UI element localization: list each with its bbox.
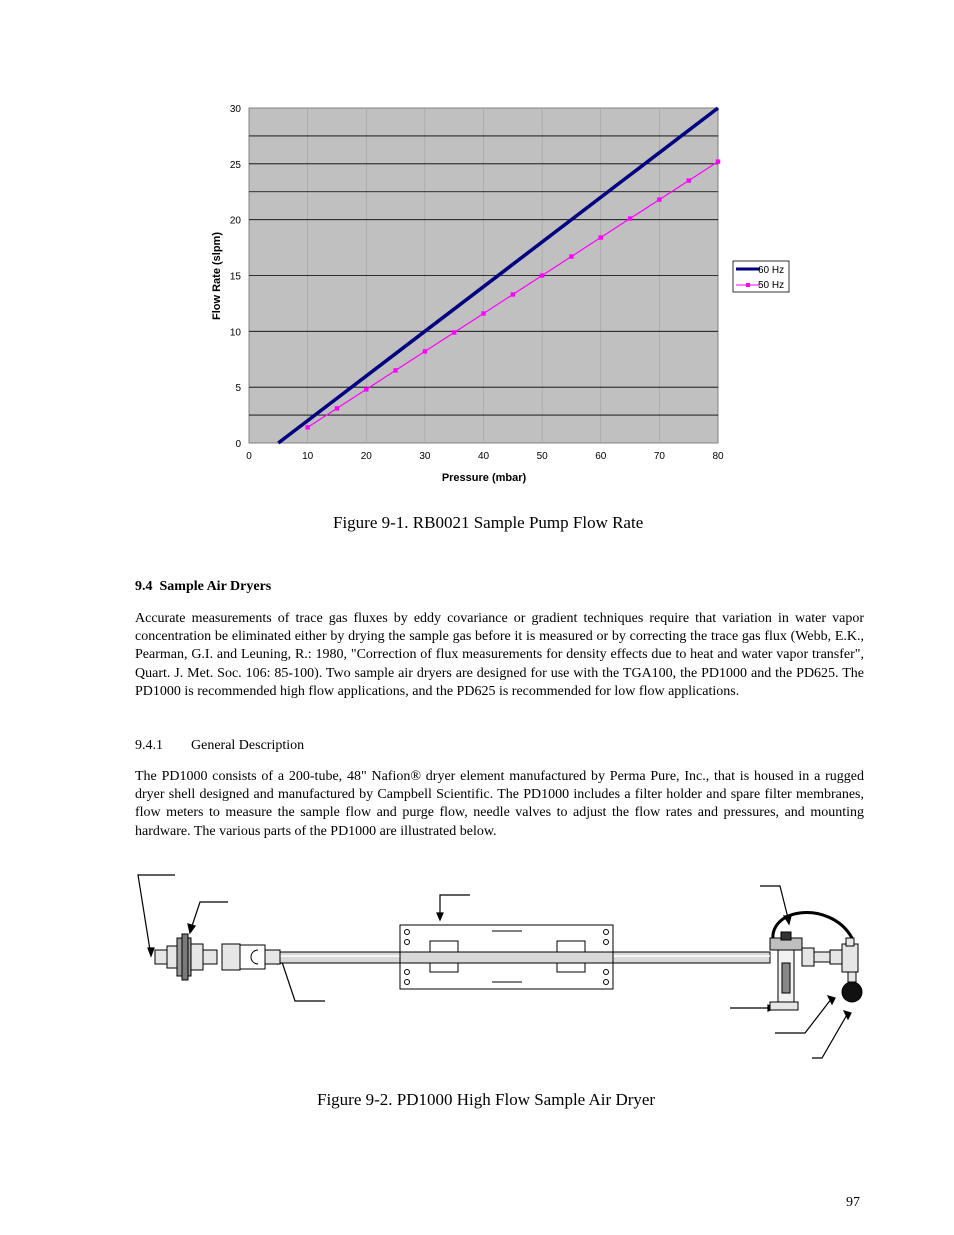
x-axis-label: Pressure (mbar) bbox=[441, 472, 527, 484]
data-point-50hz bbox=[599, 235, 603, 239]
x-tick-label: 20 bbox=[360, 451, 372, 462]
y-tick-label: 0 bbox=[235, 439, 241, 450]
callout-line-valve bbox=[760, 886, 788, 918]
figure-1-caption: Figure 9-1. RB0021 Sample Pump Flow Rate bbox=[333, 513, 644, 532]
y-tick-label: 30 bbox=[229, 104, 241, 115]
data-point-50hz bbox=[628, 216, 632, 220]
data-point-50hz bbox=[335, 406, 339, 410]
y-tick-label: 25 bbox=[229, 159, 241, 171]
data-point-50hz bbox=[481, 311, 485, 315]
callout-line-tube bbox=[282, 962, 325, 1001]
data-point-50hz bbox=[540, 273, 544, 277]
y-tick-label: 5 bbox=[235, 383, 241, 395]
legend-label-60hz: 60 Hz bbox=[758, 265, 785, 276]
chart-legend bbox=[733, 261, 789, 292]
x-tick-label: 30 bbox=[419, 451, 431, 462]
x-tick-label: 60 bbox=[595, 451, 607, 462]
data-point-50hz bbox=[686, 178, 690, 182]
x-tick-label: 0 bbox=[246, 451, 252, 462]
section-heading bbox=[135, 579, 271, 595]
data-point-50hz bbox=[511, 292, 515, 296]
legend-label-50hz: 50 Hz bbox=[758, 280, 785, 291]
paragraph-sample-air-dryers: Accurate measurements of trace gas fluxes by eddy covariance or gradient techniques require that variation in water vapor concentration be eliminated either by drying the sample gas before it is measured or by correcting the trace gas flux (Webb, E.K., Pearman, G.I. and Leuning, R.: 1980, "Correction of flux measurements for density effects due to heat and water vapor transfer", Quart. J. Met. Soc. 106: 85-100). Two sample air dryers are designed for use with the TGA100, the PD1000 and the PD625. The PD1000 is recommended high flow applications, and the PD625 is recommended for low flow applications. bbox=[135, 611, 864, 699]
section-number: 9.4 bbox=[135, 579, 153, 594]
data-point-50hz bbox=[423, 349, 427, 353]
x-tick-labels bbox=[246, 451, 724, 462]
pd1000-dryer-illustration bbox=[130, 868, 870, 1068]
x-tick-label: 80 bbox=[712, 451, 724, 462]
data-point-50hz bbox=[452, 330, 456, 334]
x-tick-label: 70 bbox=[653, 451, 665, 462]
x-tick-label: 50 bbox=[536, 451, 548, 462]
subsection-title: General Description bbox=[191, 738, 305, 753]
callout-line-bracket bbox=[440, 895, 470, 915]
right-end-assembly bbox=[770, 913, 862, 1010]
data-point-50hz bbox=[569, 254, 573, 258]
callout-line-filter bbox=[192, 902, 228, 926]
data-point-50hz bbox=[657, 197, 661, 201]
y-axis-label: Flow Rate (slpm) bbox=[211, 231, 223, 321]
x-tick-label: 40 bbox=[477, 451, 490, 462]
x-tick-label: 10 bbox=[302, 451, 314, 462]
y-tick-label: 10 bbox=[229, 327, 241, 339]
subsection-number: 9.4.1 bbox=[135, 738, 163, 753]
callout-line-knob-2 bbox=[812, 1013, 848, 1058]
figure-2-caption: Figure 9-2. PD1000 High Flow Sample Air Dryer bbox=[317, 1090, 656, 1109]
legend-marker-50hz bbox=[746, 283, 750, 287]
y-tick-label: 15 bbox=[229, 271, 241, 283]
flow-rate-chart bbox=[200, 95, 800, 495]
data-point-50hz bbox=[364, 387, 368, 391]
page-number: 97 bbox=[846, 1195, 860, 1210]
data-point-50hz bbox=[393, 368, 397, 372]
data-point-50hz bbox=[305, 425, 309, 429]
y-tick-labels bbox=[230, 104, 242, 450]
data-point-50hz bbox=[716, 159, 720, 163]
left-end-fittings bbox=[155, 934, 280, 980]
subsection-heading bbox=[135, 738, 304, 754]
callout-line-left-end bbox=[138, 875, 175, 950]
section-title: Sample Air Dryers bbox=[159, 579, 272, 594]
paragraph-general-description: The PD1000 consists of a 200-tube, 48" Nafion® dryer element manufactured by Perma Pure, Inc., that is housed in a rugged dryer shell designed and manufactured by Campbell Scientific. The PD1000 includes a filter holder and spare filter membranes, flow meters to measure the sample flow and purge flow, needle valves to adjust the flow rates and pressures, and mounting hardware. The various parts of the PD1000 are illustrated below. bbox=[135, 769, 864, 839]
y-tick-label: 20 bbox=[229, 215, 241, 227]
